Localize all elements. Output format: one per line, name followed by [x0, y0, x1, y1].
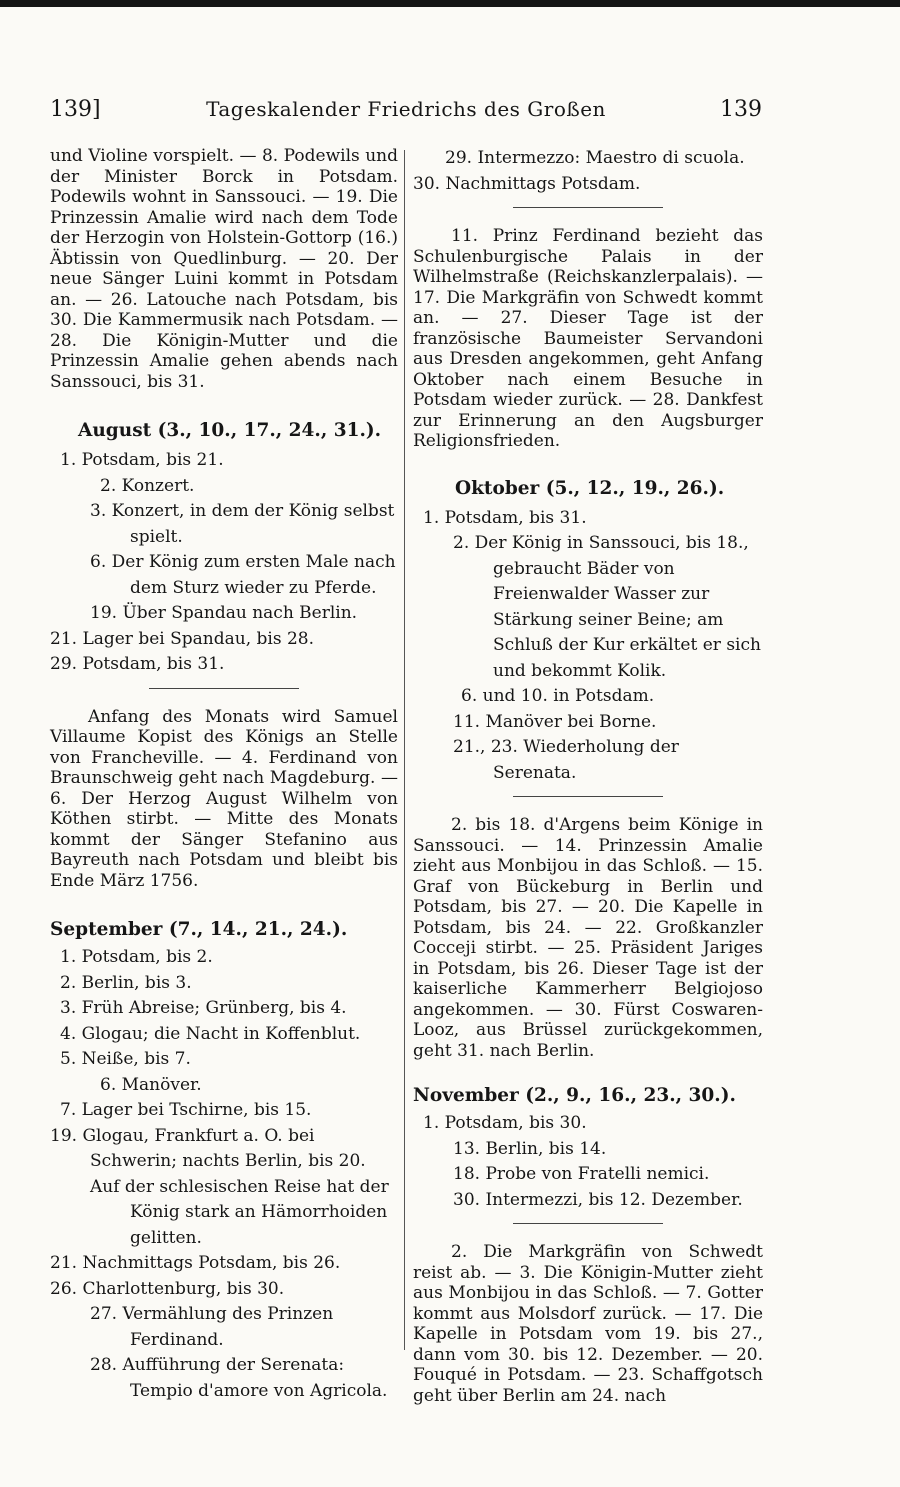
intro-part: — 20. Der neue Sänger Luini kommt in Potsdam an. — 26. Latouche nach Potsdam, bis 30. Die Kammermusik nach Potsdam. — 28. Die Königin-Mutter und die Prinzessin Amalie gehen abends nach Sanssouci, bis 31. [50, 248, 398, 392]
list-item: 21. Nachmittags Potsdam, bis 26. [50, 1253, 341, 1273]
page-header [50, 97, 762, 129]
right-column [413, 146, 763, 1406]
month-heading-oktober: Oktober (5., 12., 19., 26.). [455, 477, 725, 499]
month-heading-august: August (3., 10., 17., 24., 31.). [78, 420, 382, 441]
november-notes: 2. Die Markgräfin von Schwedt reist ab. — 3. Die Königin-Mutter zieht aus Monbijou in das Schloß. — 7. Gotter kommt aus Molsdorf zurück. — 17. Die Kapelle in Potsdam vom 19. bis 27., dann vom 30. bis 12. Dezember. — 20. Fouqué in Potsdam. — 23. Schaffgotsch geht über Berlin am 24. nach [413, 1242, 763, 1406]
list-item: 5. Neiße, bis 7. [60, 1049, 191, 1069]
column-divider [404, 150, 405, 1350]
list-item: 7. Lager bei Tschirne, bis 15. [60, 1100, 312, 1120]
oktober-notes: 2. bis 18. d'Argens beim Könige in Sanssouci. — 14. Prinzessin Amalie zieht aus Monbijou in das Schloß. — 15. Graf von Bückeburg in Berlin und Potsdam, bis 27. — 20. Die Kapelle in Potsdam, bis 24. — 22. Großkanzler Cocceji stirbt. — 25. Präsident Jariges in Potsdam, bis 26. Dieser Tage ist der kaiserliche Kammerherr Belgiojoso angekommen. — 30. Fürst Coswaren-Looz, aus Brüssel zurückgekommen, geht 31. nach Berlin. [413, 815, 763, 1061]
intro-paragraph [50, 146, 398, 392]
left-column [50, 146, 398, 1404]
list-item: 27. Vermählung des Prinzen Ferdinand. [90, 1304, 334, 1350]
list-item: 2. Berlin, bis 3. [60, 972, 192, 993]
page-number-right: 139 [720, 97, 762, 122]
list-item: 19. Über Spandau nach Berlin. [90, 603, 358, 623]
list-item: 21. Lager bei Spandau, bis 28. [50, 628, 314, 649]
list-item: 30. Nachmittags Potsdam. [413, 173, 641, 194]
list-item: 13. Berlin, bis 14. [453, 1138, 607, 1159]
list-item: 30. Intermezzi, bis 12. Dezember. [453, 1189, 743, 1210]
top-border [0, 0, 900, 7]
month-heading-september: September (7., 14., 21., 24.). [50, 919, 348, 940]
list-item: 1. Potsdam, bis 2. [60, 947, 213, 967]
list-item: 2. Der König in Sanssouci, bis 18., gebraucht Bäder von Freienwalder Wasser zur Stärkung seiner Beine; am Schluß der Kur erkältet er sich und bekommt Kolik. [453, 533, 761, 681]
list-item: 6. Der König zum ersten Male nach dem Sturz wieder zu Pferde. [90, 552, 396, 598]
month-heading-november: November (2., 9., 16., 23., 30.). [413, 1085, 736, 1106]
intro-part: und Violine vorspielt. — 8. Podewils und der Minister Borck in Potsdam. [50, 146, 398, 187]
list-item: 21., 23. Wiederholung der Serenata. [453, 737, 679, 783]
list-item: 26. Charlottenburg, bis 30. [50, 1278, 285, 1299]
list-item: 1. Potsdam, bis 21. [60, 450, 224, 470]
section-rule [513, 796, 663, 797]
list-item-note: Auf der schlesischen Reise hat der König stark an Hämorrhoiden gelitten. [90, 1176, 389, 1248]
section-rule [513, 1223, 663, 1224]
list-item: 6. und 10. in Potsdam. [461, 686, 655, 706]
list-item: 3. Konzert, in dem der König selbst spielt. [90, 501, 395, 547]
page-number-left: 139] [50, 97, 101, 122]
intro-part: Podewils wohnt in Sanssouci. — 19. Die Prinzessin Amalie wird nach dem Tode der Herzogin von Holstein-Gottorp (16.) Äbtissin von Quedlinburg. [50, 187, 398, 269]
september-notes: 11. Prinz Ferdinand bezieht das Schulenburgische Palais in der Wilhelmstraße (Reichskanzlerpalais). — 17. Die Markgräfin von Schwedt kommt an. — 27. Dieser Tage ist der französische Baumeister Servandoni aus Dresden angekommen, geht Anfang Oktober nach einem Besuche in Potsdam wieder zurück. — 28. Dankfest zur Erinnerung an den Augsburger Religionsfrieden. [413, 226, 763, 451]
list-item: 3. Früh Abreise; Grünberg, bis 4. [60, 998, 347, 1018]
list-item: 28. Aufführung der Serenata: Tempio d'amore von Agricola. [90, 1355, 388, 1401]
list-item: 2. Konzert. [100, 475, 195, 496]
list-item: 1. Potsdam, bis 31. [423, 507, 587, 528]
list-item: 29. Intermezzo: Maestro di scuola. [445, 148, 745, 168]
list-item: 1. Potsdam, bis 30. [423, 1113, 587, 1133]
list-item: 6. Manöver. [100, 1074, 202, 1095]
running-title: Tageskalender Friedrichs des Großen [206, 97, 606, 121]
august-notes: Anfang des Monats wird Samuel Villaume Kopist des Königs an Stelle von Francheville. — 4. Ferdinand von Braunschweig geht nach Magdeburg. — 6. Der Herzog August Wilhelm von Köthen stirbt. — Mitte des Monats kommt der Sänger Stefanino aus Bayreuth nach Potsdam und bleibt bis Ende März 1756. [50, 706, 398, 891]
list-item: 19. Glogau, Frankfurt a. O. bei Schwerin; nachts Berlin, bis 20. [50, 1125, 366, 1171]
section-rule [149, 688, 299, 689]
list-item: 4. Glogau; die Nacht in Koffenblut. [60, 1023, 361, 1044]
section-rule [513, 207, 663, 208]
list-item: 18. Probe von Fratelli nemici. [453, 1164, 710, 1184]
list-item: 11. Manöver bei Borne. [453, 711, 657, 732]
list-item: 29. Potsdam, bis 31. [50, 654, 225, 674]
